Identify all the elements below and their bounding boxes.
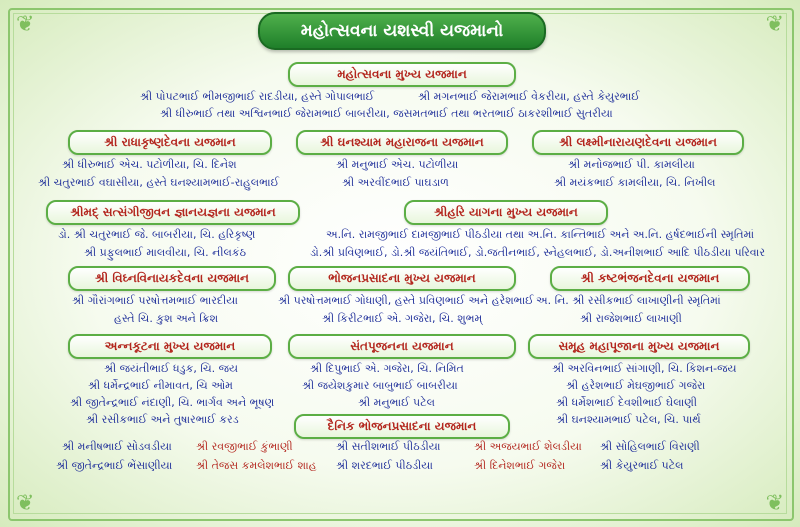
- annakut-line-4: શ્રી રસીકભાઈ અને તુષારભાઈ કરડ: [86, 413, 239, 426]
- section-heading-satsangi: શ્રીમદ્ સત્સંગીજીવન જ્ઞાનયજ્ઞના યજમાન: [46, 200, 300, 225]
- ghanshyam-line-2: શ્રી અરવીંદભાઈ પાઘડાળ: [342, 176, 449, 189]
- daily-row1-item: શ્રી સોહિલભાઈ વિરાણી: [600, 440, 700, 453]
- section-heading-annakut: અન્નકૂટના મુખ્ય યજમાન: [68, 334, 272, 359]
- annakut-line-3: શ્રી જીતેન્દ્રભાઈ નંદાણી, ચિ. ભાર્ગવ અને ભૂષણ: [70, 396, 275, 409]
- samuh-line-1: શ્રી અરવિનભાઈ સાંગાણી, ચિ. કિશન-જય: [552, 362, 737, 375]
- samuh-line-2: શ્રી હરેશભાઈ મેઘજીભાઈ ગજેરા: [566, 379, 706, 392]
- daily-row2-item: શ્રી શરદભાઈ પીઠડીયા: [336, 459, 433, 472]
- daily-row2-item: શ્રી કેયુરભાઈ પટેલ: [600, 459, 684, 472]
- daily-row2-item: શ્રી જીતેન્દ્રભાઈ ભેંસાણીયા: [56, 459, 173, 472]
- santpujan-line-3: શ્રી મનુભાઈ પટેલ: [358, 396, 435, 409]
- corner-ornament-icon: ❦: [765, 12, 784, 37]
- section-heading-ghanshyam: શ્રી ઘનશ્યામ મહારાજના યજમાન: [296, 130, 508, 155]
- vighnavinayak-line-1: શ્રી ગૌરાંગભાઈ પરષોત્તમભાઈ ભારદીયા: [72, 294, 238, 307]
- daily-row2-item: શ્રી દિનેશભાઈ ગજેરા: [474, 459, 566, 472]
- main-line-2: શ્રી મગનભાઈ જેરામભાઈ વેકરીયા, હસ્તે કેયુરભાઈ: [418, 90, 640, 103]
- section-heading-kashtbhanjan: શ્રી કષ્ટભંજનદેવના યજમાન: [550, 266, 750, 291]
- annakut-line-1: શ્રી જયંતીભાઈ ધડુક, ચિ. જય: [104, 362, 239, 375]
- bhojan-line-1: શ્રી પરષોત્તમભાઈ ગોધાણી, હસ્તે પ્રવિણભાઈ અને હરેશભાઈ: [278, 294, 534, 307]
- samuh-line-3: શ્રી ધર્મેશભાઈ દેવશીભાઈ ઘેલાણી: [556, 396, 697, 409]
- corner-ornament-icon: ❦: [16, 12, 35, 37]
- harivag-line-2: ડો.શ્રી પ્રવિણભાઈ, ડો.શ્રી જયંતિભાઈ, ડો.જતીનભાઈ, સ્નેહલભાઈ, ડો.અનીશભાઈ આદિ પીઠડીયા પરિવાર: [310, 246, 766, 259]
- vighnavinayak-line-2: હસ્તે ચિ. કુશ અને ક્રિશ: [114, 312, 219, 325]
- harivag-line-1: અ.નિ. રામજીભાઈ દામજીભાઈ પીઠડીયા તથા અ.નિ. કાન્તિભાઈ અને અ.નિ. હર્ષદભાઈની સ્મૃતિમાં: [326, 228, 755, 241]
- section-heading-samuh: સમૂહ મહાપૂજાના મુખ્ય યજમાન: [528, 334, 750, 359]
- radhakrishna-line-1: શ્રી ધીરુભાઈ એચ. પટોળીયા, ચિ. દિનેશ: [62, 158, 237, 171]
- santpujan-line-2: શ્રી જયેશકુમાર બાબુભાઈ બાબરીયા: [302, 379, 458, 392]
- bhojan-line-2: શ્રી કિરીટભાઈ એ. ગજેરા, ચિ. શુભમ્: [322, 312, 483, 325]
- samuh-line-4: શ્રી ઘનશ્યામભાઈ પટેલ, ચિ. પાર્થ: [556, 413, 701, 426]
- ghanshyam-line-1: શ્રી મનુભાઈ એચ. પટોળીયા: [336, 158, 459, 171]
- daily-row1-item: શ્રી અજયભાઈ શેલડીયા: [474, 440, 582, 453]
- kashtbhanjan-line-2: શ્રી રાજેશભાઈ લાખાણી: [580, 312, 682, 325]
- daily-row1-item: શ્રી સતીશભાઈ પીઠડીયા: [336, 440, 441, 453]
- laxminarayan-line-1: શ્રી મનોજભાઈ પી. કામલીયા: [568, 158, 695, 171]
- corner-ornament-icon: ❦: [16, 491, 35, 516]
- section-heading-santpujan: સંતપૂજનના યજમાન: [288, 334, 516, 359]
- section-heading-daily: દૈનિક ભોજનપ્રસાદના યજમાન: [294, 414, 510, 439]
- satsangi-line-1: ડો. શ્રી ચતુરભાઈ જે. બાબરીયા, ચિ. હરિકૃષ્ણ: [58, 228, 256, 241]
- daily-row2-item: શ્રી તેજસ કમલેશભાઈ શાહ: [196, 459, 317, 472]
- radhakrishna-line-2: શ્રી ચતુરભાઈ વઘાસીયા, હસ્તે ઘનશ્યામભાઈ-રાહુલભાઈ: [38, 176, 280, 189]
- page-title: મહોત્સવના યશસ્વી યજમાનો: [258, 12, 546, 50]
- section-heading-radhakrishna: શ્રી રાધાકૃષ્ણદેવના યજમાન: [68, 130, 272, 155]
- daily-row1-item: શ્રી રવજીભાઈ કુંભાણી: [196, 440, 293, 453]
- section-heading-bhojan: ભોજનપ્રસાદના મુખ્ય યજમાન: [288, 266, 516, 291]
- kashtbhanjan-line-1: અ. નિ. શ્રી રસીકભાઈ લાખાણીની સ્મૃતિમાં: [536, 294, 721, 307]
- laxminarayan-line-2: શ્રી મયંકભાઈ કામલીયા, ચિ. નિખીલ: [554, 176, 716, 189]
- main-line-3: શ્રી ધીરુભાઈ તથા અશ્વિનભાઈ જેરામભાઈ બાબરીયા, જસમતભાઈ તથા ભરતભાઈ ઠાકરશીભાઈ સુતરીયા: [160, 107, 613, 120]
- daily-row1-item: શ્રી મનીષભાઈ સોડવડીયા: [62, 440, 172, 453]
- annakut-line-2: શ્રી ધર્મેન્દ્રભાઈ નીમાવત, ચિ ઓમ: [88, 379, 233, 392]
- satsangi-line-2: શ્રી પ્રફુલભાઈ માલવીયા, ચિ. નીલકંઠ: [84, 246, 246, 259]
- section-heading-harivag: શ્રીહરિ યાગના મુખ્ય યજમાન: [404, 200, 608, 225]
- santpujan-line-1: શ્રી દિપુભાઈ એ. ગજેરા, ચિ. નિમિત: [310, 362, 464, 375]
- corner-ornament-icon: ❦: [765, 491, 784, 516]
- section-heading-vighnavinayak: શ્રી વિઘ્નવિનાયકદેવના યજમાન: [68, 266, 276, 291]
- section-heading-main: મહોત્સવના મુખ્ય યજમાન: [288, 62, 516, 87]
- main-line-1: શ્રી પોપટભાઈ ભીમજીભાઈ રાદડીયા, હસ્તે ગોપાલભાઈ: [140, 90, 375, 103]
- section-heading-laxminarayan: શ્રી લક્ષ્મીનારાયણદેવના યજમાન: [532, 130, 744, 155]
